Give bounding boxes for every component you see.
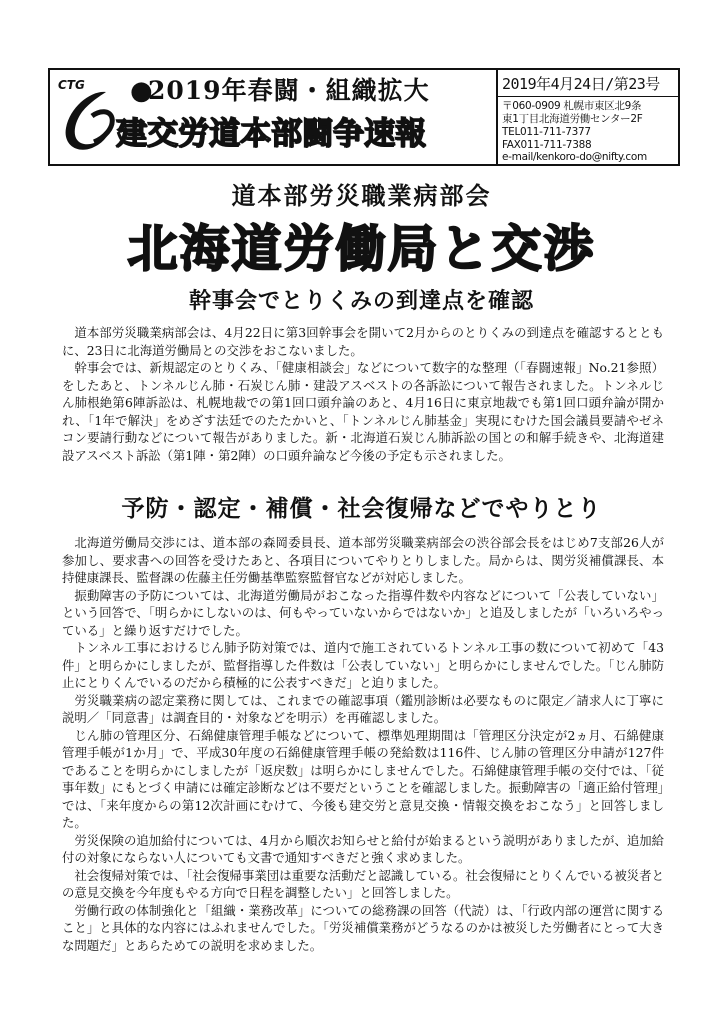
address-email: e-mail/kenkoro-do@nifty.com xyxy=(502,151,647,163)
address-building: 東1丁目北海道労働センター2F xyxy=(502,113,643,125)
paragraph: 道本部労災職業病部会は、4月22日に第3回幹事会を開いて2月からのとりくみの到達点を確認するとともに、23日に北海道労働局との交渉をおこないました。 xyxy=(62,325,664,358)
paragraph: 幹事会では、新規認定のとりくみ、「健康相談会」などについて数字的な整理（「春闘速報」No.21参照）をしたあと、トンネルじん肺・石炭じん肺・建設アスベストの各訴訟について報告されました。トンネルじん肺根絶第6陣訴訟は、札幌地裁での第1回口頭弁論のあと、4月16日に東京地裁でも第1回口頭弁論が開かれ、「1年で解決」をめざす法廷でのたたかいと、「トンネルじん肺基金」実現にむけた国会議員要請やゼネコン要請行動などについて報告がありました。新・北海道石炭じん肺訴訟の国との和解手続きや、北海道建設アスベスト訴訟（第1陣・第2陣）の口頭弁論など今後の予定も示されました。 xyxy=(62,360,664,463)
title-bullet: ● xyxy=(130,76,153,106)
address-fax: FAX011-711-7388 xyxy=(502,139,592,151)
paragraph: 北海道労働局交渉には、道本部の森岡委員長、道本部労災職業病部会の渋谷部会長をはじめ7支部26人が参加し、要求書への回答を受けたあと、各項目についてやりとりしました。局からは、関労災補償課長、本持健康課長、監督課の佐藤主任労働基準監察監督官などが対応しました。 xyxy=(62,535,664,585)
paragraph: トンネル工事におけるじん肺予防対策では、道内で施工されているトンネル工事の数について初めて「43件」と明らかにしましたが、監督指導した件数は「公表していない」と明らかにしませんでした。「じん肺防止にとりくんでいるのだから積極的に公表すべきだ」と迫りました。 xyxy=(62,640,664,690)
date-underline xyxy=(498,96,678,97)
article-subtitle: 道本部労災職業病部会 xyxy=(231,182,492,210)
paragraph: 労災職業病の認定業務に関しては、これまでの確認事項（鑑別診断は必要なものに限定／請求人に丁寧に説明／「同意書」は調査目的・対象などを明示）を再確認しました。 xyxy=(62,692,664,725)
paragraph: 社会復帰対策では、「社会復帰事業団は重要な活動だと認識している。社会復帰にとりくんでいる被災者との意見交換を今年度もやる方向で日程を調整したい」と回答しました。 xyxy=(62,867,664,900)
paragraph: 労働行政の体制強化と「組織・業務改革」についての総務課の回答（代読）は、「行政内部の運営に関すること」と具体的な内容にはふれませんでした。「労災補償業務がどうなるのかは被災した労働者にとって大きな問題だ」とあらためての説明を求めました。 xyxy=(62,902,664,953)
section-heading: 予防・認定・補償・社会復帰などでやりとり xyxy=(121,496,602,522)
address-tel: TEL011-711-7377 xyxy=(502,126,591,138)
paragraph: じん肺の管理区分、石綿健康管理手帳などについて、標準処理期間は「管理区分決定が2ヵ月、石綿健康管理手帳が1か月」で、平成30年度の石綿健康管理手帳の発給数は116件、じん肺の管理区分申請が127件であることを明らかにしましたが「返戻数」は明らかにしませんでした。石綿健康管理手帳の交付では、「従事年数」にもとづく申請には確定診断などは不要だということを確認しました。振動障害の「適正給付管理」では、「来年度からの第12次計画にむけて、今後も建交労と意見交換・情報交換をおこなう」と回答しました。 xyxy=(62,727,664,830)
masthead-divider xyxy=(496,70,498,164)
newsletter-name: 建交労道本部闘争速報 xyxy=(116,116,426,152)
paragraph: 振動障害の予防については、北海道労働局がおこなった指導件数や内容などについて「公表していない」という回答で、「明らかにしないのは、何もやっていないからではないか」と追及しましたが「いろいろやっている」と繰り返すだけでした。 xyxy=(62,587,664,638)
article-body-part1 xyxy=(62,324,664,464)
masthead xyxy=(48,68,680,166)
article-body-part2 xyxy=(62,534,664,954)
logo-text: CTG xyxy=(58,78,85,92)
paragraph: 労災保険の追加給付については、4月から順次お知らせと給付が始まるという説明がありましたが、追加給付の対象にならない人についても文書で通知すべきだと強く求めました。 xyxy=(62,832,665,865)
article-deck: 幹事会でとりくみの到達点を確認 xyxy=(188,288,534,314)
address-postal: 〒060-0909 札幌市東区北9条 xyxy=(502,100,642,112)
campaign-title: 2019年春闘・組織拡大 xyxy=(148,76,430,105)
article-title: 北海道労働局と交渉 xyxy=(127,220,596,278)
issue-date: 2019年4月24日/第23号 xyxy=(502,75,660,93)
